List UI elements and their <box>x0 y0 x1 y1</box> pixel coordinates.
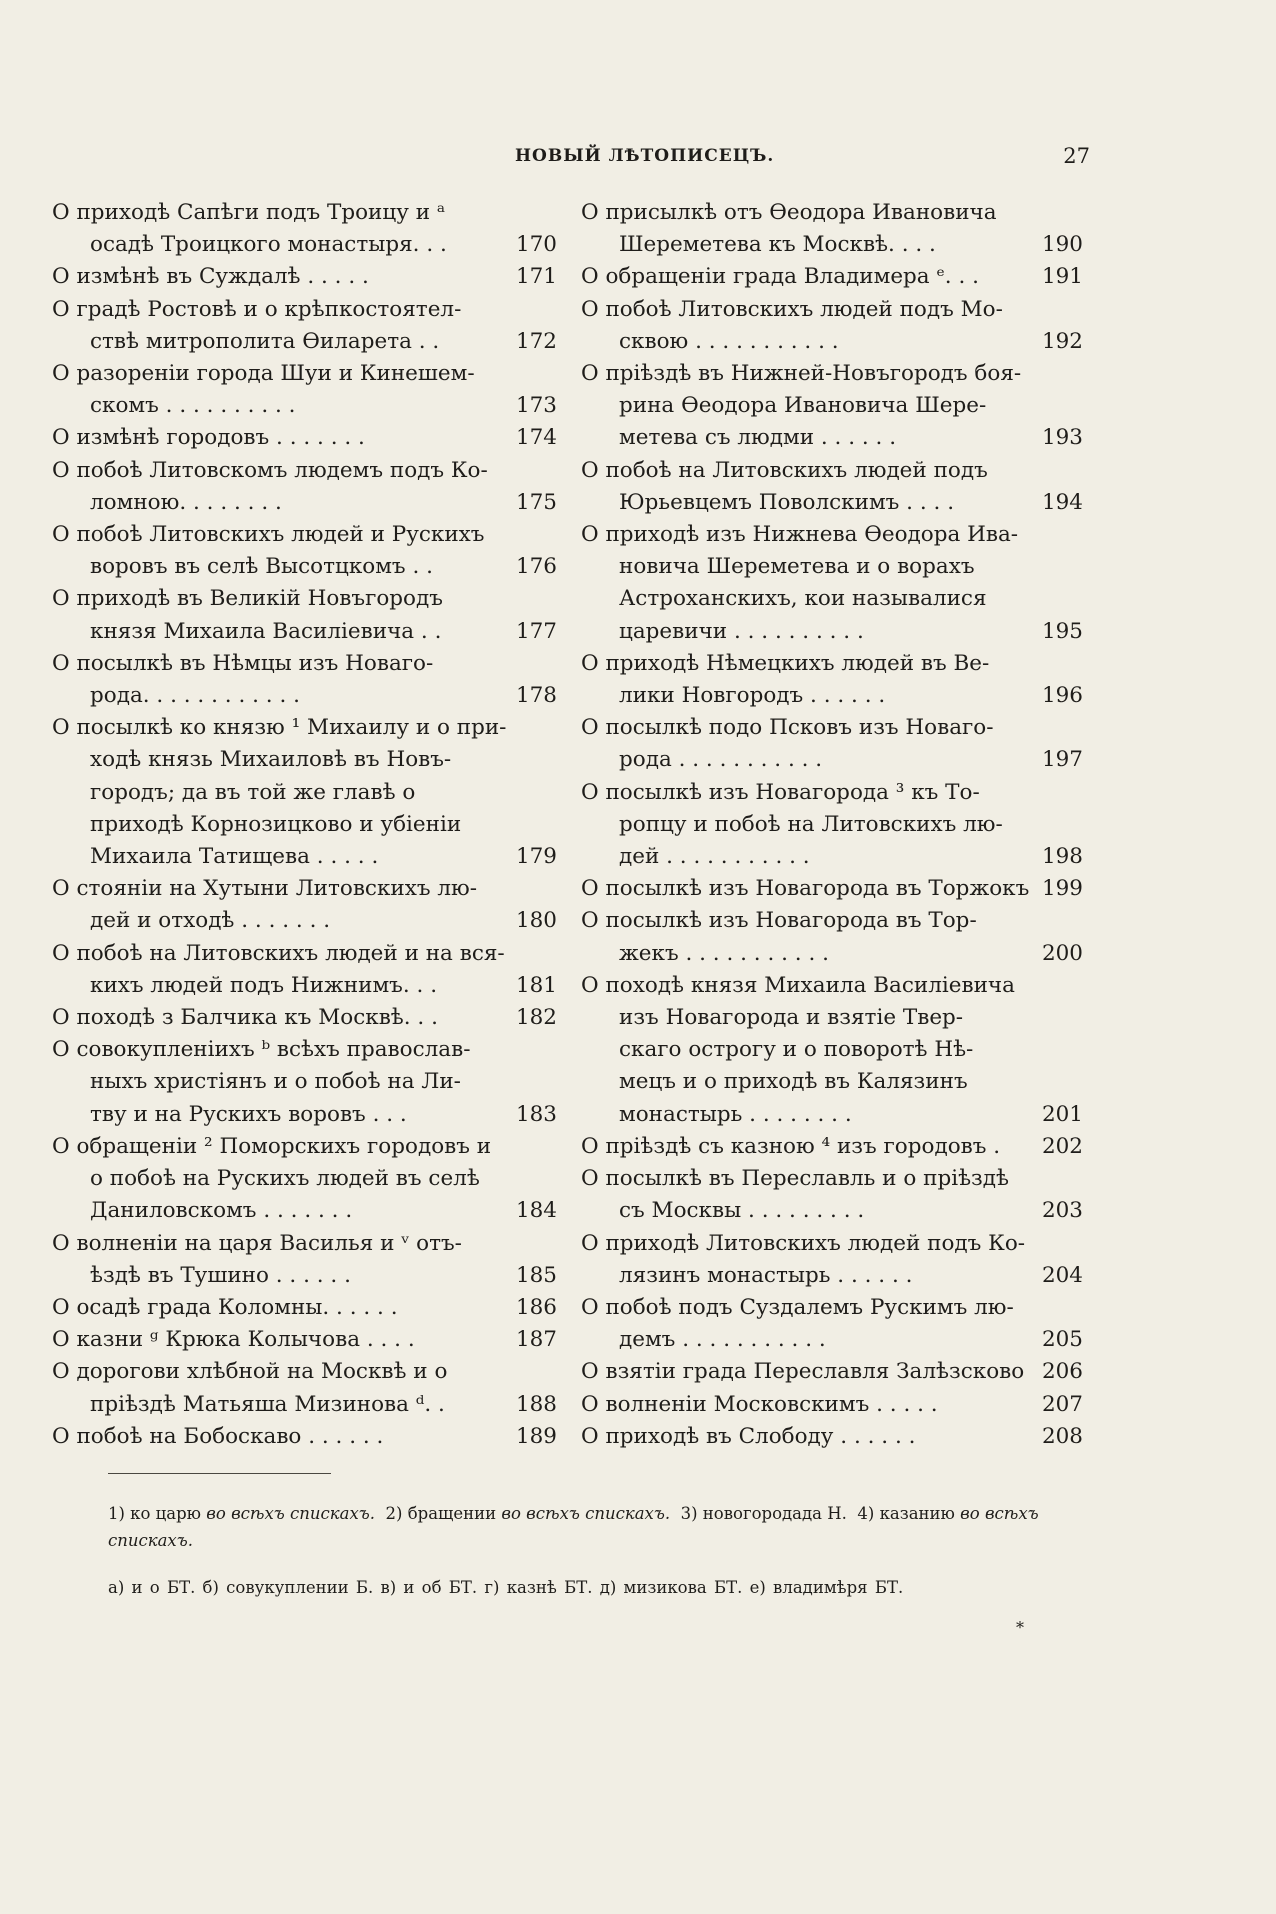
toc-entry-line: О обращеніи ² Поморскихъ городовъ и <box>52 1133 492 1159</box>
toc-entry-page: 194 <box>1041 489 1083 515</box>
toc-entry-page: 206 <box>1041 1359 1083 1385</box>
footnote-2-note: во всѣхъ спискахъ. <box>501 1504 671 1523</box>
toc-entry-page: 188 <box>515 1391 557 1417</box>
toc-entry-page: 176 <box>515 554 557 580</box>
toc-entry-line: ѣздѣ въ Тушино . . . . . . <box>90 1262 351 1288</box>
toc-entry <box>52 261 557 293</box>
toc-entry-line: О приходѣ въ Слободу . . . . . . <box>581 1423 916 1449</box>
toc-entry-line: О посылкѣ изъ Новагорода въ Тор- <box>581 908 977 934</box>
toc-entry <box>52 358 557 422</box>
toc-entry-page: 187 <box>515 1327 557 1353</box>
footnote-1-note: во всѣхъ спискахъ. <box>206 1504 376 1523</box>
toc-entry-line: изъ Новагорода и взятіе Твер- <box>619 1005 964 1031</box>
toc-entry-line: О присылкѣ отъ Ѳеодора Ивановича <box>581 200 997 225</box>
toc-entry-line: приходѣ Корнозицково и убіеніи <box>90 811 462 837</box>
footnote-2: 2) бращении <box>385 1504 497 1523</box>
toc-entry <box>581 294 1083 358</box>
toc-entry-line: О походѣ з Балчика къ Москвѣ. . . <box>52 1005 438 1031</box>
toc-entry-line: О казни ᵍ Крюка Колычова . . . . <box>52 1327 415 1353</box>
toc-entry <box>52 873 557 937</box>
toc-entry-page: 186 <box>515 1294 557 1320</box>
toc-entry-page: 177 <box>515 618 557 644</box>
toc-entry-line: жекъ . . . . . . . . . . . <box>619 940 829 966</box>
toc-entry <box>581 905 1083 969</box>
toc-entry-line: О приходѣ Литовскихъ людей подъ Ко- <box>581 1230 1026 1256</box>
toc-entry-page: 201 <box>1041 1101 1083 1127</box>
toc-entry-line: Михаила Татищева . . . . . <box>90 844 379 870</box>
toc-entry-line: осадѣ Троицкого монастыря. . . <box>90 232 447 258</box>
toc-entry-page: 189 <box>515 1423 557 1449</box>
toc-entry <box>581 1421 1083 1453</box>
toc-entry <box>52 422 557 454</box>
toc-entry <box>52 648 557 712</box>
toc-entry <box>581 712 1083 776</box>
footnote-3: 3) новогородада Н. <box>680 1504 847 1523</box>
toc-entry-page: 185 <box>515 1262 557 1288</box>
toc-entry-line: О побоѣ на Литовскихъ людей и на вся- <box>52 940 505 966</box>
toc-entry-line: демъ . . . . . . . . . . . <box>619 1327 826 1353</box>
toc-entry <box>52 1002 557 1034</box>
toc-entry-line: О побоѣ на Бобоскаво . . . . . . <box>52 1423 384 1449</box>
toc-entry-line: городъ; да въ той же главѣ о <box>90 779 416 805</box>
toc-entry-page: 184 <box>515 1198 557 1224</box>
toc-entry-line: О приходѣ Сапѣги подъ Троицу и ᵃ <box>52 200 446 225</box>
toc-entry-line: О волненіи Московскимъ . . . . . <box>581 1391 938 1417</box>
toc-entry <box>52 712 557 873</box>
toc-entry-line: пріѣздѣ Матьяша Мизинова ᵈ. . <box>90 1391 445 1417</box>
footnote-4-note: во всѣхъ спискахъ. <box>108 1504 1039 1550</box>
toc-entry-line: О посылкѣ подо Псковъ изъ Новаго- <box>581 715 994 741</box>
toc-entry <box>52 455 557 519</box>
toc-entry-line: О измѣнѣ въ Суждалѣ . . . . . <box>52 264 369 290</box>
toc-entry-page: 196 <box>1041 683 1083 709</box>
toc-entry-line: монастырь . . . . . . . . <box>619 1101 852 1127</box>
toc-entry-line: сквою . . . . . . . . . . . <box>619 328 839 354</box>
toc-entry <box>581 1292 1083 1356</box>
toc-entry <box>581 1228 1083 1292</box>
toc-entry-line: ропцу и побоѣ на Литовскихъ лю- <box>619 811 1003 837</box>
toc-entry-line: О приходѣ въ Великій Новъгородъ <box>52 586 443 612</box>
toc-entry-line: О взятіи града Переславля Залѣзсково <box>581 1359 1025 1385</box>
footnote-4: 4) казанию <box>857 1504 955 1523</box>
toc-entry-line: новича Шереметева и о ворахъ <box>619 554 975 580</box>
toc-entry-line: О приходѣ Нѣмецкихъ людей въ Ве- <box>581 650 990 676</box>
toc-entry <box>581 455 1083 519</box>
toc-entry <box>581 261 1083 293</box>
toc-entry <box>581 519 1083 648</box>
toc-entry-page: 170 <box>515 232 557 258</box>
toc-entry-line: ствѣ митрополита Ѳиларета . . <box>90 328 440 354</box>
toc-entry-page: 181 <box>515 972 557 998</box>
toc-entry-page: 191 <box>1041 264 1083 290</box>
toc-entry-page: 175 <box>515 489 557 515</box>
toc-entry <box>581 1163 1083 1227</box>
toc-entry-page: 182 <box>515 1005 557 1031</box>
toc-entry-line: рода . . . . . . . . . . . <box>619 747 823 773</box>
toc-right-column <box>581 197 1083 1453</box>
toc-entry <box>52 1324 557 1356</box>
toc-entry-line: метева съ людми . . . . . . <box>619 425 897 451</box>
toc-entry-page: 195 <box>1041 618 1083 644</box>
toc-entry <box>52 294 557 358</box>
toc-entry-page: 203 <box>1041 1198 1083 1224</box>
footnote-1: 1) ко царю <box>108 1504 202 1523</box>
toc-entry-line: О измѣнѣ городовъ . . . . . . . <box>52 425 365 451</box>
toc-entry-line: царевичи . . . . . . . . . . <box>619 618 864 644</box>
toc-entry-page: 205 <box>1041 1327 1083 1353</box>
toc-entry-line: О градѣ Ростовѣ и о крѣпкостоятел- <box>52 296 462 322</box>
toc-entry <box>52 1228 557 1292</box>
toc-entry-line: Астроханскихъ, кои называлися <box>619 586 987 612</box>
toc-entry-page: 208 <box>1041 1423 1083 1449</box>
toc-entry <box>581 1356 1083 1388</box>
toc-entry-line: О побоѣ на Литовскихъ людей подъ <box>581 457 988 483</box>
toc-entry-line: князя Михаила Василіевича . . <box>90 618 442 644</box>
page-number: 27 <box>1063 144 1090 168</box>
toc-entry-line: дей и отходѣ . . . . . . . <box>90 908 331 934</box>
toc-entry <box>581 873 1083 905</box>
toc-entry-page: 174 <box>515 425 557 451</box>
toc-entry-page: 192 <box>1041 328 1083 354</box>
toc-entry-line: о побоѣ на Рускихъ людей въ селѣ <box>90 1166 480 1192</box>
toc-entry-line: Даниловскомъ . . . . . . . <box>90 1198 353 1224</box>
toc-entry-line: О осадѣ града Коломны. . . . . . <box>52 1294 398 1320</box>
toc-entry-line: О побоѣ Литовскихъ людей подъ Мо- <box>581 296 1003 322</box>
toc-entry-page: 207 <box>1041 1391 1083 1417</box>
toc-entry <box>581 1389 1083 1421</box>
toc-entry-page: 204 <box>1041 1262 1083 1288</box>
toc-entry <box>52 1131 557 1228</box>
toc-entry-line: мецъ и о приходѣ въ Калязинъ <box>619 1069 968 1095</box>
toc-entry-line: О побоѣ Литовскихъ людей и Рускихъ <box>52 522 485 548</box>
toc-entry-line: О посылкѣ въ Нѣмцы изъ Новаго- <box>52 650 434 676</box>
toc-entry-page: 183 <box>515 1101 557 1127</box>
toc-entry <box>52 1356 557 1420</box>
toc-entry-line: Юрьевцемъ Поволскимъ . . . . <box>619 489 955 515</box>
toc-entry-page: 178 <box>515 683 557 709</box>
toc-entry-line: О посылкѣ изъ Новагорода ³ къ То- <box>581 779 980 805</box>
toc-entry-line: лики Новгородъ . . . . . . <box>619 683 886 709</box>
toc-entry-line: дей . . . . . . . . . . . <box>619 844 810 870</box>
toc-entry-page: 180 <box>515 908 557 934</box>
toc-entry-page: 198 <box>1041 844 1083 870</box>
toc-entry-line: О посылкѣ ко князю ¹ Михаилу и о при- <box>52 715 507 741</box>
toc-entry-line: скаго острогу и о поворотѣ Нѣ- <box>619 1037 974 1063</box>
toc-entry <box>52 1034 557 1131</box>
toc-entry-line: О посылкѣ въ Переславль и о пріѣздѣ <box>581 1166 1009 1192</box>
toc-entry-line: О посылкѣ изъ Новагорода въ Торжокъ <box>581 876 1030 902</box>
toc-entry-line: О волненіи на царя Василья и ᵛ отъ- <box>52 1230 462 1256</box>
toc-entry-page: 193 <box>1041 425 1083 451</box>
toc-entry-line: О совокупленіихъ ᵇ всѣхъ православ- <box>52 1037 471 1063</box>
toc-entry <box>581 1131 1083 1163</box>
toc-entry-line: ныхъ христіянъ и о побоѣ на Ли- <box>90 1069 461 1095</box>
toc-entry-page: 190 <box>1041 232 1083 258</box>
running-title: НОВЫЙ ЛѢТОПИСЕЦЪ. <box>515 146 775 166</box>
toc-entry <box>52 938 557 1002</box>
toc-entry-line: рина Ѳеодора Ивановича Шере- <box>619 393 987 419</box>
toc-entry <box>581 197 1083 261</box>
toc-entry <box>581 648 1083 712</box>
signature-mark: * <box>1016 1618 1024 1637</box>
toc-entry-line: съ Москвы . . . . . . . . . <box>619 1198 865 1224</box>
toc-entry-line: воровъ въ селѣ Высотцкомъ . . <box>90 554 433 580</box>
toc-entry-line: лязинъ монастырь . . . . . . <box>619 1262 913 1288</box>
toc-entry-line: кихъ людей подъ Нижнимъ. . . <box>90 972 438 998</box>
toc-entry-line: О обращеніи града Владимера ᵉ. . . <box>581 264 979 290</box>
toc-entry <box>52 197 557 261</box>
toc-entry-line: ломною. . . . . . . . <box>90 489 282 515</box>
toc-entry-line: О походѣ князя Михаила Василіевича <box>581 972 1015 998</box>
toc-entry <box>52 519 557 583</box>
toc-entry-line: Шереметева къ Москвѣ. . . . <box>619 232 936 258</box>
toc-entry-page: 172 <box>515 328 557 354</box>
toc-entry-line: скомъ . . . . . . . . . . <box>90 393 296 419</box>
toc-entry-line: О пріѣздѣ съ казною ⁴ изъ городовъ . <box>581 1133 1001 1159</box>
toc-entry-page: 171 <box>515 264 557 290</box>
toc-entry-line: О дорогови хлѣбной на Москвѣ и о <box>52 1359 448 1385</box>
toc-entry-page: 179 <box>515 844 557 870</box>
toc-entry-line: О побоѣ подъ Суздалемъ Рускимъ лю- <box>581 1294 1014 1320</box>
page-header <box>40 146 1090 176</box>
toc-entry-line: ходѣ князь Михаиловѣ въ Новъ- <box>90 747 452 773</box>
toc-entry-page: 199 <box>1041 876 1083 902</box>
toc-entry-page: 197 <box>1041 747 1083 773</box>
toc-entry <box>52 1421 557 1453</box>
toc-entry-line: О стояніи на Хутыни Литовскихъ лю- <box>52 876 478 902</box>
toc-entry-line: тву и на Рускихъ воровъ . . . <box>90 1101 407 1127</box>
toc-entry-line: О побоѣ Литовскомъ людемъ подъ Ко- <box>52 457 488 483</box>
toc-entry <box>581 777 1083 874</box>
variant-readings: а) и о БТ. б) совукуплении Б. в) и об БТ. г) казнѣ БТ. д) мизикова БТ. е) владимѣря БТ. <box>108 1578 904 1597</box>
toc-entry <box>52 1292 557 1324</box>
toc-entry-line: рода. . . . . . . . . . . . <box>90 683 300 709</box>
footnotes <box>108 1500 1083 1554</box>
toc-left-column <box>52 197 557 1453</box>
toc-entry <box>52 583 557 647</box>
toc-entry-line: О пріѣздѣ въ Нижней-Новъгородъ боя- <box>581 361 1022 387</box>
toc-entry <box>581 970 1083 1131</box>
footnote-divider <box>108 1473 331 1474</box>
toc-entry-page: 202 <box>1041 1133 1083 1159</box>
toc-entry <box>581 358 1083 455</box>
toc-entry-page: 173 <box>515 393 557 419</box>
toc-entry-page: 200 <box>1041 940 1083 966</box>
toc-entry-line: О разореніи города Шуи и Кинешем- <box>52 361 475 387</box>
toc-entry-line: О приходѣ изъ Нижнева Ѳеодора Ива- <box>581 522 1019 548</box>
